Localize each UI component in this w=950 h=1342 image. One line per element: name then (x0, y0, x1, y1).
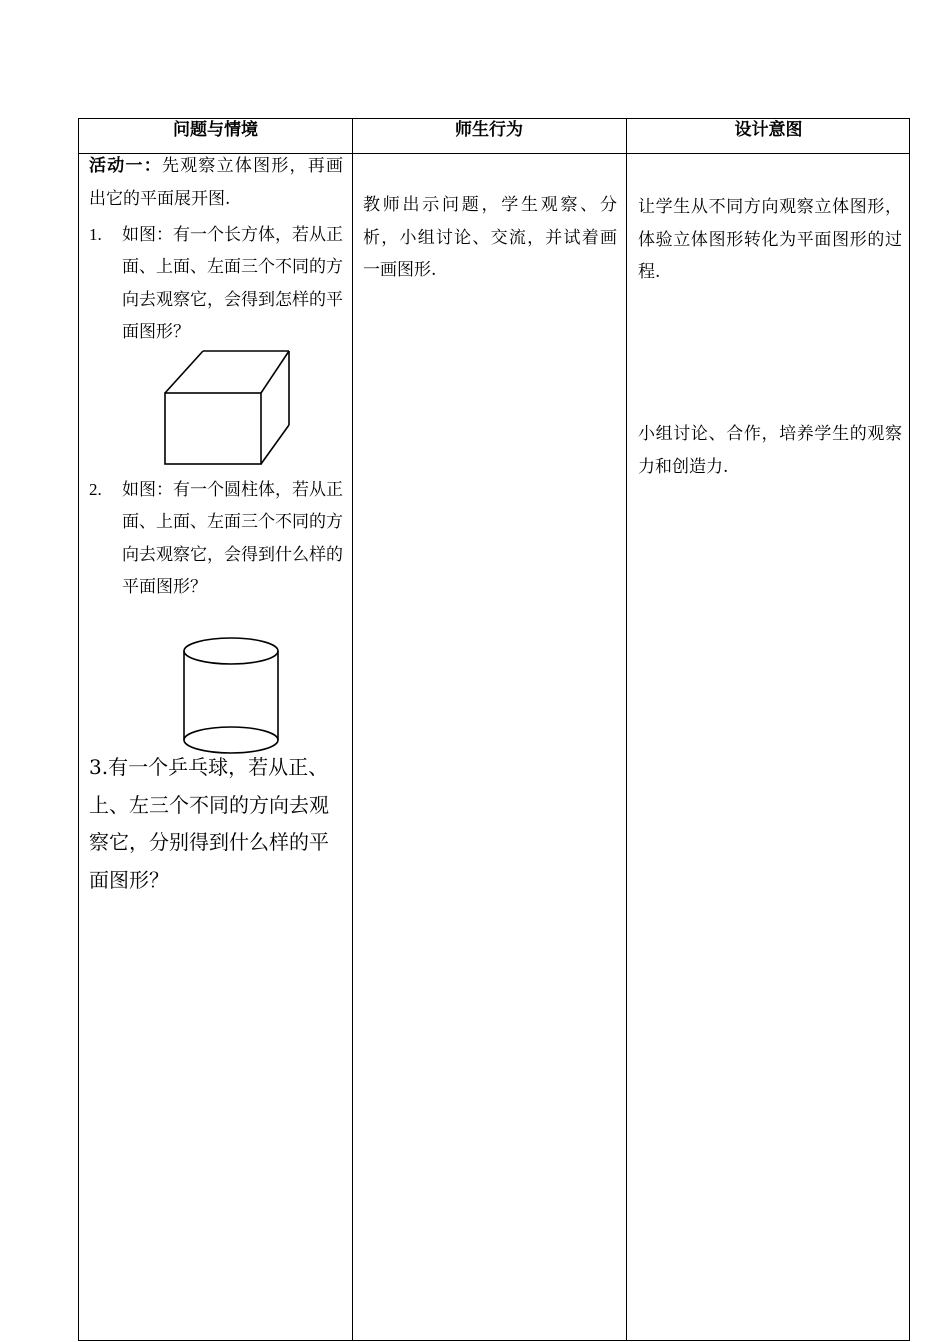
question-3: 3.有一个乒乓球，若从正、上、左三个不同的方向去观察它，分别得到什么样的平面图形？ (89, 755, 329, 892)
design-intent-text-2: 小组讨论、合作，培养学生的观察力和创造力. (638, 424, 902, 477)
column-divider-1 (352, 119, 353, 1340)
header-design-intent: 设计意图 (734, 120, 803, 140)
item-text: 如图：有一个圆柱体，若从正面、上面、左面三个不同的方向去观察它，会得到什么样的平面图形？ (122, 480, 343, 597)
lesson-table (78, 118, 910, 1341)
header-questions: 问题与情境 (173, 120, 258, 140)
activity-one (89, 150, 343, 215)
list-item-1 (89, 219, 343, 348)
item-number: 2. (89, 480, 102, 499)
header-teacher-student: 师生行为 (455, 120, 523, 140)
design-intent-text-1: 让学生从不同方向观察立体图形，体验立体图形转化为平面图形的过程. (638, 197, 902, 282)
item-text: 如图：有一个长方体，若从正面、上面、左面三个不同的方向去观察它，会得到怎样的平面图形？ (122, 225, 343, 342)
column-divider-2 (626, 119, 627, 1340)
list-item-2 (89, 474, 343, 603)
item-number: 1. (89, 225, 102, 244)
teacher-student-text: 教师出示问题，学生观察、分析，小组讨论、交流，并试着画一画图形. (363, 195, 617, 280)
cuboid-figure-icon (161, 349, 291, 467)
activity-title: 活动一： (89, 156, 162, 176)
cylinder-figure-icon (181, 637, 281, 755)
activity-desc: 先观察立体图形，再画出它的平面展开图. (89, 156, 344, 209)
